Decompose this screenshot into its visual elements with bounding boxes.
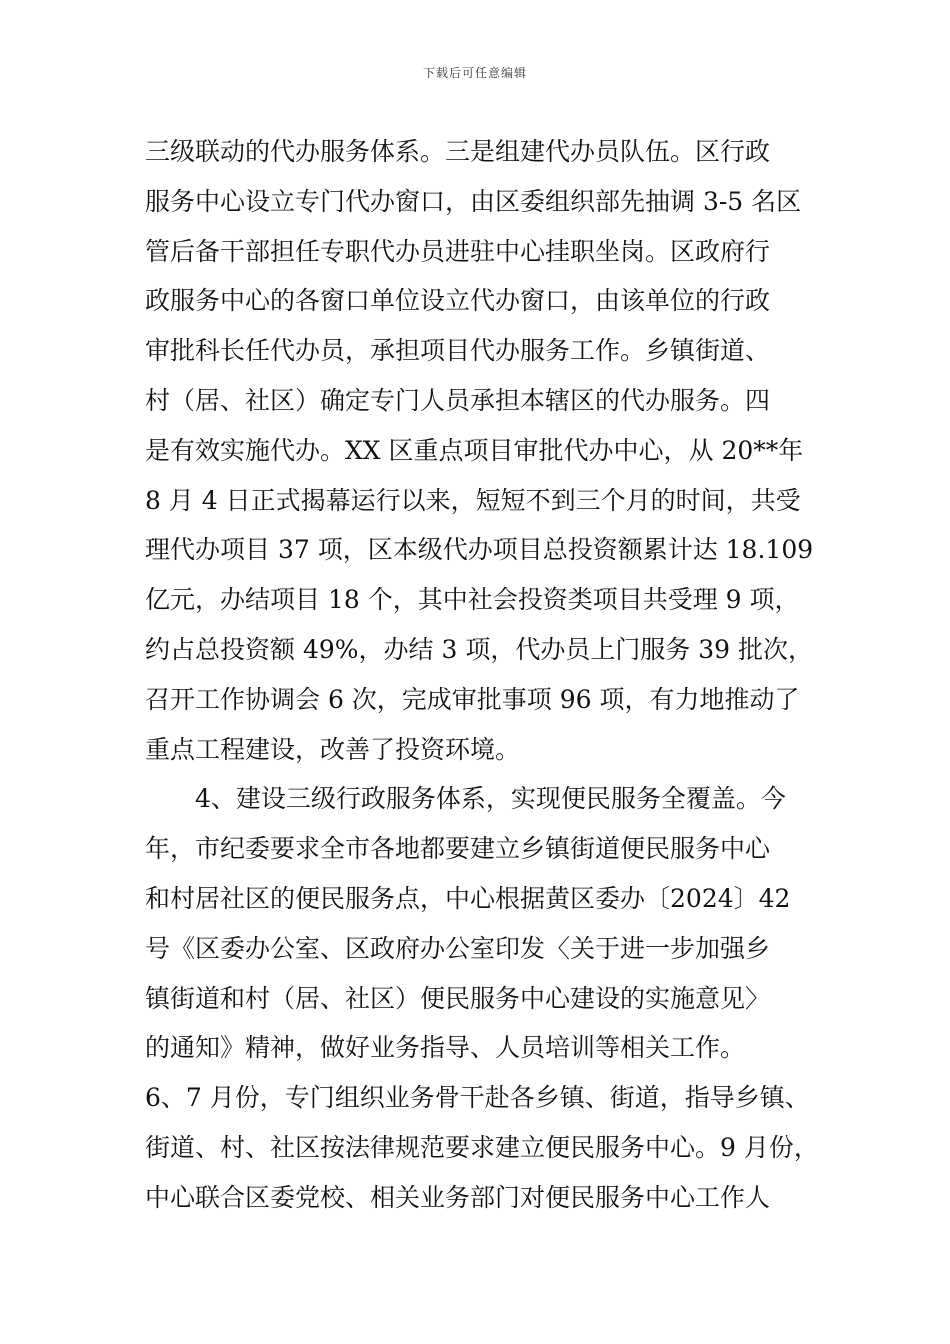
text-line: 审批科长任代办员，承担项目代办服务工作。乡镇街道、 bbox=[145, 336, 771, 366]
text-line: 理代办项目 37 项，区本级代办项目总投资额累计达 18.109 bbox=[145, 535, 814, 565]
text-line: 的通知》精神，做好业务指导、人员培训等相关工作。 bbox=[145, 1033, 746, 1063]
text-line: 管后备干部担任专职代办员进驻中心挂职坐岗。区政府行 bbox=[145, 236, 771, 266]
text-line: 村（居、社区）确定专门人员承担本辖区的代办服务。四 bbox=[145, 385, 771, 415]
text-line: 政服务中心的各窗口单位设立代办窗口，由该单位的行政 bbox=[145, 286, 771, 316]
text-line: 8 月 4 日正式揭幕运行以来，短短不到三个月的时间，共受 bbox=[145, 485, 801, 515]
text-line: 三级联动的代办服务体系。三是组建代办员队伍。区行政 bbox=[145, 137, 771, 166]
text-line: 和村居社区的便民服务点，中心根据黄区委办〔2024〕42 bbox=[145, 883, 791, 913]
text-line: 街道、村、社区按法律规范要求建立便民服务中心。9 月份， bbox=[145, 1132, 819, 1162]
text-line: 约占总投资额 49%，办结 3 项，代办员上门服务 39 批次， bbox=[145, 634, 814, 664]
text-line: 亿元，办结项目 18 个，其中社会投资类项目共受理 9 项， bbox=[145, 585, 800, 615]
paragraph-start-line: 4、建设三级行政服务体系，实现便民服务全覆盖。今 bbox=[195, 784, 786, 814]
text-line: 年，市纪委要求全市各地都要建立乡镇街道便民服务中心 bbox=[145, 834, 771, 864]
text-line: 服务中心设立专门代办窗口，由区委组织部先抽调 3-5 名区 bbox=[145, 186, 802, 216]
text-line: 6、7 月份，专门组织业务骨干赴各乡镇、街道，指导乡镇、 bbox=[145, 1083, 810, 1113]
text-line: 号《区委办公室、区政府办公室印发〈关于进一步加强乡 bbox=[145, 933, 771, 963]
text-line: 镇街道和村（居、社区）便民服务中心建设的实施意见〉 bbox=[145, 983, 771, 1013]
text-line: 召开工作协调会 6 次，完成审批事项 96 项，有力地推动了 bbox=[145, 684, 800, 714]
text-line: 是有效实施代办。XX 区重点项目审批代办中心，从 20**年 bbox=[145, 435, 804, 465]
header-note: 下载后可任意编辑 bbox=[422, 66, 527, 80]
text-line: 重点工程建设，改善了投资环境。 bbox=[145, 734, 521, 764]
document-body bbox=[145, 127, 825, 1223]
text-line: 中心联合区委党校、相关业务部门对便民服务中心工作人 bbox=[145, 1182, 771, 1212]
